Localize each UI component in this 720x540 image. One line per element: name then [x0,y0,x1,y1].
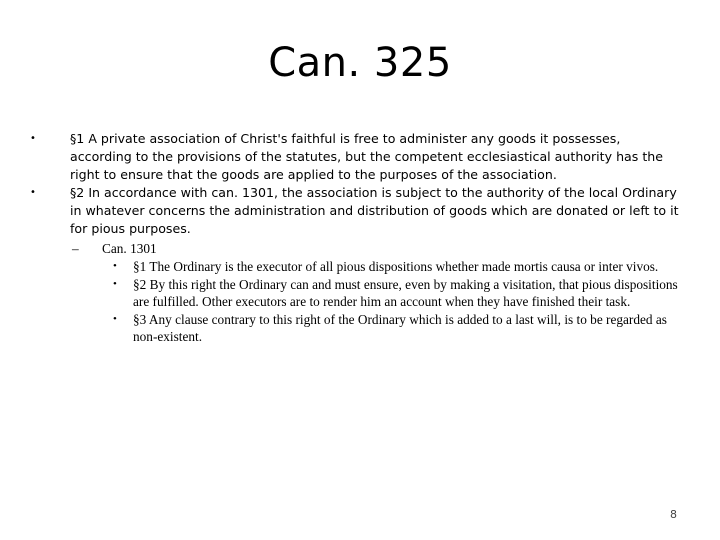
dash-marker: – [72,241,79,256]
sub-heading-row [72,240,680,257]
bullet-item [30,184,680,238]
content-list [30,130,680,345]
sub-bullet-marker: • [113,278,117,290]
sub-bullet-text: §1 The Ordinary is the executor of all pious dispositions whether made mortis causa or inter vivos. [133,259,659,274]
bullet-text: §1 A private association of Christ's faithful is free to administer any goods it possesses, according to the provisions of the statutes, but the competent ecclesiastical authority has the right to ensure that the goods are applied to the purposes of the association. [70,131,664,182]
sub-section [72,240,680,345]
slide-title: Can. 325 [268,40,452,86]
sub-bullet-item [72,311,680,345]
sub-heading: Can. 1301 [102,241,157,256]
sub-bullet-item [72,276,680,310]
bullet-marker: • [30,187,36,198]
sub-bullet-item [72,258,680,275]
sub-bullet-marker: • [113,313,117,325]
bullet-item [30,130,680,184]
sub-bullet-text: §3 Any clause contrary to this right of the Ordinary which is added to a last will, is to be regarded as non-existent. [133,312,667,344]
page-number: 8 [670,508,677,521]
bullet-text: §2 In accordance with can. 1301, the association is subject to the authority of the local Ordinary in whatever concerns the administration and distribution of goods which are donated or left to it for pious purposes. [70,185,679,236]
sub-bullet-text: §2 By this right the Ordinary can and must ensure, even by making a visitation, that pious dispositions are fulfilled. Other executors are to render him an account when they have finished their task. [133,277,678,309]
bullet-marker: • [30,133,36,144]
sub-bullet-marker: • [113,260,117,272]
